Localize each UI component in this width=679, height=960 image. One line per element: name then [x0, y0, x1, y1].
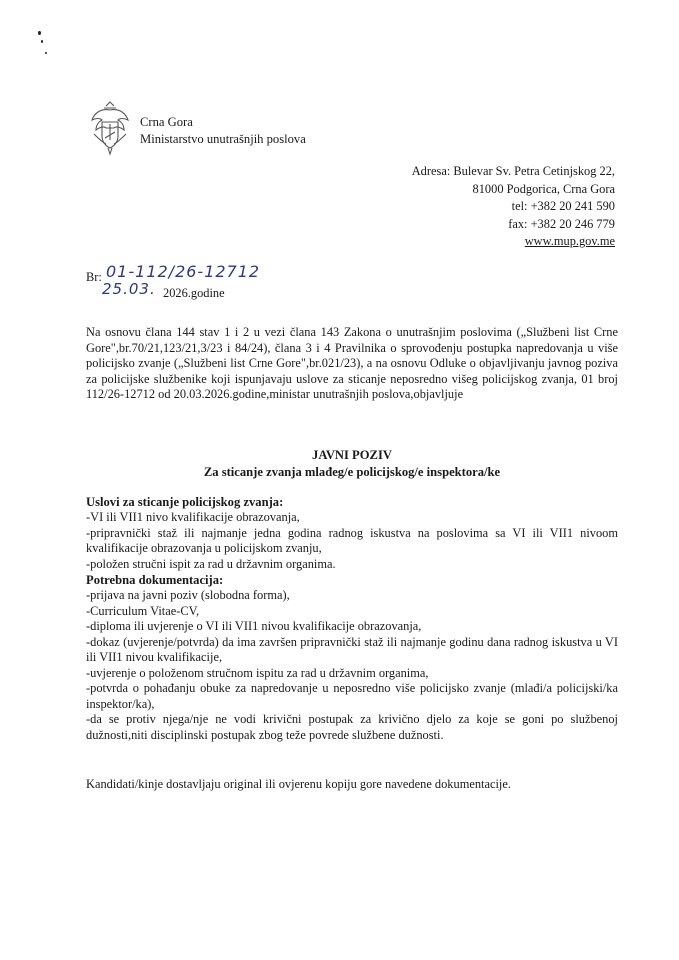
- documents-item: -potvrda o pohađanju obuke za napredovanje u neposredno više policijsko zvanje (mlađi/a policijski/ka inspektor/ka),: [86, 681, 618, 711]
- document-title: JAVNI POZIV: [312, 448, 392, 462]
- reference-label: Br:: [86, 270, 102, 284]
- intro-paragraph: [86, 325, 618, 403]
- scan-speck: [38, 31, 41, 35]
- reference-number-handwritten: 01-112/26-12712: [106, 262, 261, 281]
- documents-heading: Potrebna dokumentacija:: [86, 573, 224, 587]
- address-website-link[interactable]: www.mup.gov.me: [524, 234, 615, 248]
- address-street: Adresa: Bulevar Sv. Petra Cetinjskog 22,: [411, 164, 615, 178]
- documents-item: -uvjerenje o položenom stručnom ispitu za rad u državnim organima,: [86, 665, 429, 680]
- conditions-heading: Uslovi za sticanje policijskog zvanja:: [86, 495, 284, 509]
- documents-item: -da se protiv njega/nje ne vodi krivični postupak za krivično djelo za koje se goni po službenoj dužnosti,niti disciplinski postupak zbog teže povrede službene dužnosti.: [86, 712, 618, 742]
- country-name: Crna Gora: [140, 115, 193, 129]
- documents-item: -dokaz (uvjerenje/potvrda) da ima završen pripravnički staž ili najmanje godinu dana radnog iskustva u VI ili VII1 nivou kvalifikacije,: [86, 634, 618, 664]
- reference-year: 2026.godine: [163, 286, 225, 300]
- documents-item: -prijava na javni poziv (slobodna forma),: [86, 588, 290, 602]
- address-city: 81000 Podgorica, Crna Gora: [472, 181, 615, 196]
- requirements-section: [86, 494, 618, 743]
- title-block: [86, 447, 618, 481]
- reference-date-handwritten: 25.03.: [102, 280, 156, 298]
- documents-item: -diploma ili uvjerenje o VI ili VII1 nivou kvalifikacije obrazovanja,: [86, 619, 422, 633]
- document-subtitle: Za sticanje zvanja mlađeg/e policijskog/e inspektora/ke: [203, 465, 501, 479]
- intro-text: Na osnovu člana 144 stav 1 i 2 u vezi člana 143 Zakona o unutrašnjim poslovima („Službeni list Crne Gore",br.70/21,123/21,3/23 i 84/24), člana 3 i 4 Pravilnika o sprovođenju postupka napredovanja u više policijsko zvanje („Službeni list Crne Gore",br.021/23), a na osnovu Odluke o objavljivanju javnog poziva za policijske službenike koji ispunjavaju uslove za sticanje neposredno višeg policijskog zvanja, 01 broj 112/26-12712 od 20.03.2026.godine,ministar unutrašnjih poslova,objavljuje: [86, 325, 618, 401]
- address-fax: fax: +382 20 246 779: [508, 216, 615, 231]
- address-tel: tel: +382 20 241 590: [511, 199, 615, 213]
- ministry-name: Ministarstvo unutrašnjih poslova: [140, 132, 306, 146]
- address-block: [412, 163, 615, 251]
- documents-item: -Curriculum Vitae-CV,: [86, 603, 200, 618]
- conditions-item: -pripravnički staž ili najmanje jedna godina radnog iskustva na poslovima sa VI ili VII1 nivoom kvalifikacije obrazovanja u policijskom zvanju,: [86, 525, 618, 555]
- header-organization: [140, 114, 306, 148]
- conditions-item: -položen stručni ispit za rad u državnim organima.: [86, 556, 336, 571]
- scan-speck: [45, 52, 47, 54]
- conditions-item: -VI ili VII1 nivo kvalifikacije obrazovanja,: [86, 510, 300, 524]
- coat-of-arms-emblem: [86, 100, 134, 156]
- scan-speck: [41, 40, 43, 43]
- closing-paragraph: Kandidati/kinje dostavljaju original ili ovjerenu kopiju gore navedene dokumentacije.: [86, 777, 511, 791]
